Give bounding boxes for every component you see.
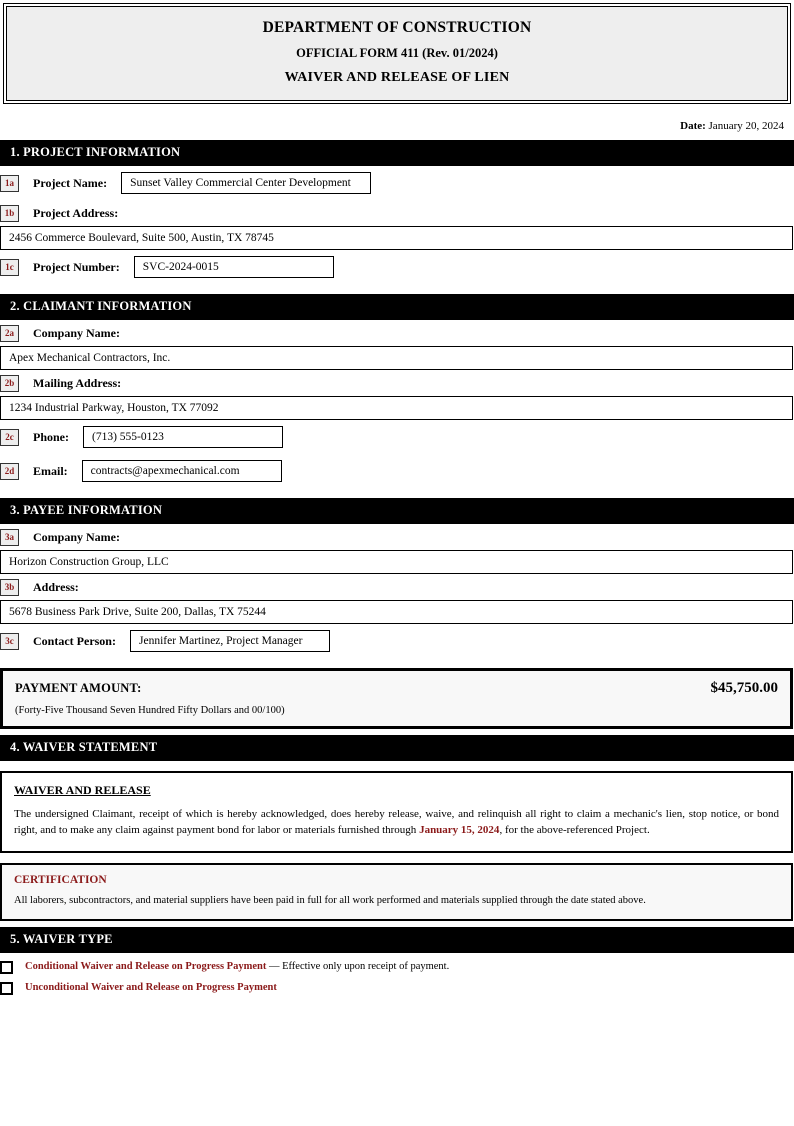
certification-heading: CERTIFICATION <box>14 873 107 886</box>
field-badge-2c: 2c <box>0 429 19 446</box>
date-label: Date: <box>680 120 706 132</box>
field-input-claimant-address[interactable]: 1234 Industrial Parkway, Houston, TX 77092 <box>0 396 793 420</box>
spacer <box>0 284 794 294</box>
certification-box <box>0 863 793 921</box>
field-input-project-number[interactable]: SVC-2024-0015 <box>134 256 334 278</box>
waiver-type-option-unconditional-text <box>25 981 277 995</box>
form-title: WAIVER AND RELEASE OF LIEN <box>284 70 510 85</box>
field-input-project-name[interactable]: Sunset Valley Commercial Center Development <box>121 172 371 194</box>
section-heading-claimant-information: 2. CLAIMANT INFORMATION <box>0 294 794 320</box>
field-row-payee-contact <box>0 624 794 658</box>
waiver-release-text <box>14 807 779 839</box>
field-badge-3a: 3a <box>0 529 19 546</box>
field-label-project-number: Project Number: <box>33 259 120 274</box>
field-badge-2a: 2a <box>0 325 19 342</box>
section-heading-project-information: 1. PROJECT INFORMATION <box>0 140 794 166</box>
field-badge-2b: 2b <box>0 375 19 392</box>
field-label-payee-address: Address: <box>33 580 79 594</box>
field-input-project-address[interactable]: 2456 Commerce Boulevard, Suite 500, Austin, TX 78745 <box>0 226 793 250</box>
payment-amount-label: PAYMENT AMOUNT: <box>15 681 142 695</box>
spacer <box>0 488 794 498</box>
field-label-claimant-email: Email: <box>33 463 68 478</box>
form-header <box>3 3 791 104</box>
field-row-payee-address-label <box>0 574 794 600</box>
field-input-claimant-email[interactable]: contracts@apexmechanical.com <box>82 460 282 482</box>
field-input-payee-contact[interactable]: Jennifer Martinez, Project Manager <box>130 630 330 652</box>
field-row-project-name <box>0 166 794 200</box>
field-label-claimant-company: Company Name: <box>33 326 120 340</box>
certification-text: All laborers, subcontractors, and material suppliers have been paid in full for all work performed and materials supplied through the date stated above. <box>14 894 646 906</box>
field-row-project-address-label <box>0 200 794 226</box>
date-line <box>0 104 794 140</box>
field-label-payee-contact: Contact Person: <box>33 633 116 648</box>
field-badge-1b: 1b <box>0 205 19 222</box>
field-row-claimant-company-label <box>0 320 794 346</box>
field-label-payee-company: Company Name: <box>33 530 120 544</box>
field-label-claimant-address: Mailing Address: <box>33 376 122 390</box>
waiver-type-option-conditional[interactable] <box>0 953 794 974</box>
section-heading-payee-information: 3. PAYEE INFORMATION <box>0 498 794 524</box>
field-label-claimant-phone: Phone: <box>33 429 69 444</box>
field-label-project-address: Project Address: <box>33 206 119 220</box>
field-row-claimant-phone <box>0 420 794 454</box>
section-heading-waiver-statement: 4. WAIVER STATEMENT <box>0 735 794 761</box>
form-number: OFFICIAL FORM 411 (Rev. 01/2024) <box>296 46 498 60</box>
form-header-inner <box>6 6 788 101</box>
field-input-claimant-company[interactable]: Apex Mechanical Contractors, Inc. <box>0 346 793 370</box>
payment-amount-value: $45,750.00 <box>710 680 778 696</box>
field-badge-3b: 3b <box>0 579 19 596</box>
department-title: DEPARTMENT OF CONSTRUCTION <box>262 19 532 36</box>
waiver-type-option-conditional-title: Conditional Waiver and Release on Progress Payment <box>25 960 267 972</box>
checkbox-icon-unconditional[interactable] <box>0 982 13 995</box>
waiver-type-option-unconditional[interactable] <box>0 974 794 995</box>
field-row-claimant-address-label <box>0 370 794 396</box>
payment-amount-row <box>15 680 778 697</box>
field-input-payee-company[interactable]: Horizon Construction Group, LLC <box>0 550 793 574</box>
field-row-claimant-email <box>0 454 794 488</box>
field-row-payee-company-label <box>0 524 794 550</box>
field-badge-2d: 2d <box>0 463 19 480</box>
field-input-payee-address[interactable]: 5678 Business Park Drive, Suite 200, Dallas, TX 75244 <box>0 600 793 624</box>
field-badge-1c: 1c <box>0 259 19 276</box>
field-badge-1a: 1a <box>0 175 19 192</box>
waiver-type-option-conditional-text <box>25 960 449 974</box>
field-input-claimant-phone[interactable]: (713) 555-0123 <box>83 426 283 448</box>
field-row-project-number <box>0 250 794 284</box>
payment-amount-box <box>0 668 793 729</box>
waiver-highlight-date: January 15, 2024 <box>419 823 500 836</box>
date-value: January 20, 2024 <box>708 120 784 132</box>
waiver-type-option-unconditional-title: Unconditional Waiver and Release on Progress Payment <box>25 981 277 993</box>
payment-amount-words: (Forty-Five Thousand Seven Hundred Fifty Dollars and 00/100) <box>15 705 285 716</box>
waiver-release-box <box>0 771 793 853</box>
waiver-text-before: The undersigned Claimant, receipt of which is hereby acknowledged, does hereby release, waive, and relinquish all right to claim a mechanic's lien, stop notice, or bond right, and to make any claim against payment bond for labor or materials furnished through <box>14 808 779 836</box>
field-badge-3c: 3c <box>0 633 19 650</box>
section-heading-waiver-type: 5. WAIVER TYPE <box>0 927 794 953</box>
checkbox-icon-conditional[interactable] <box>0 961 13 974</box>
waiver-type-option-conditional-desc: — Effective only upon receipt of payment. <box>266 960 450 972</box>
waiver-release-heading: WAIVER AND RELEASE <box>14 783 151 797</box>
waiver-text-after: , for the above-referenced Project. <box>499 823 650 836</box>
field-label-project-name: Project Name: <box>33 175 108 190</box>
